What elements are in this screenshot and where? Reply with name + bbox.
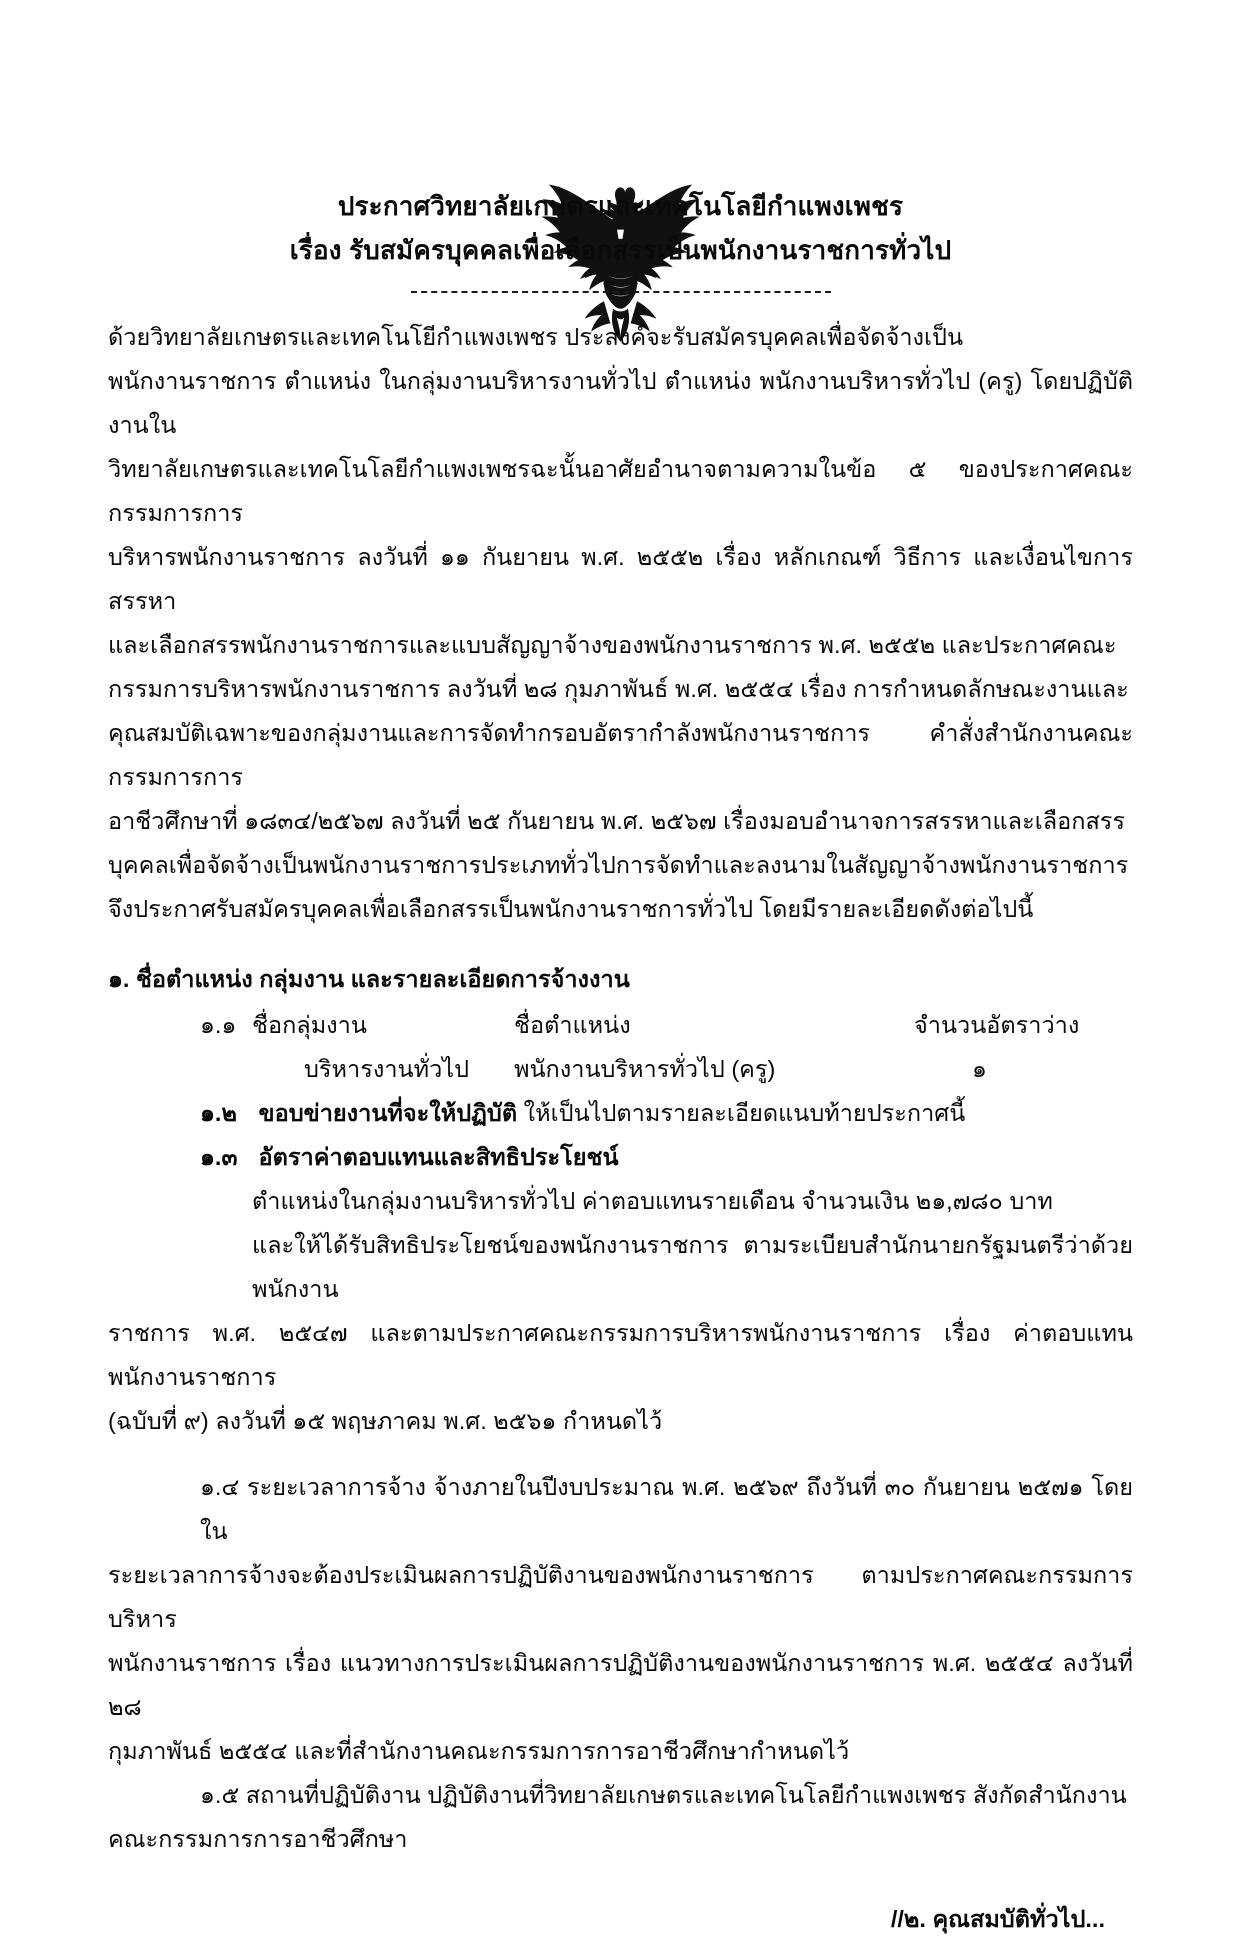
intro-line-6: กรรมการบริหารพนักงานราชการ ลงวันที่ ๒๘ กุมภาพันธ์ พ.ศ. ๒๕๕๔ เรื่อง การกำหนดลักษณะงานและ bbox=[108, 676, 1129, 703]
item-label-15: สถานที่ปฏิบัติงาน bbox=[245, 1782, 421, 1809]
item-14-first-line bbox=[108, 1465, 1133, 1553]
intro-line-5: และเลือกสรรพนักงานราชการและแบบสัญญาจ้างของพนักงานราชการ พ.ศ. ๒๕๕๒ และประกาศคณะ bbox=[108, 632, 1117, 659]
intro-line-9: บุคคลเพื่อจัดจ้างเป็นพนักงานราชการประเภททั่วไปการจัดทำและลงนามในสัญญาจ้างพนักงานราชการ bbox=[108, 852, 1129, 879]
item-number-12: ๑.๒ bbox=[200, 1100, 237, 1127]
column-header-position: ชื่อตำแหน่ง bbox=[514, 1012, 631, 1039]
intro-line-3: วิทยาลัยเกษตรและเทคโนโลยีกำแพงเพชรฉะนั้นอาศัยอำนาจตามความในข้อ ๕ ของประกาศคณะกรรมการการ bbox=[108, 456, 1133, 527]
item-number-11: ๑.๑ bbox=[200, 1012, 237, 1039]
item-14-line-3: พนักงานราชการ เรื่อง แนวทางการประเมินผลการปฏิบัติงานของพนักงานราชการ พ.ศ. ๒๕๕๔ ลงวันที่ ๒๘ bbox=[108, 1650, 1133, 1721]
item-1-3-body bbox=[108, 1179, 1133, 1443]
item-number-13: ๑.๓ bbox=[200, 1144, 238, 1171]
item-1-5 bbox=[108, 1773, 1133, 1861]
document-content bbox=[108, 0, 1133, 1938]
page-subtitle: เรื่อง รับสมัครบุคคลเพื่อเลือกสรรเป็นพนักงานราชการทั่วไป bbox=[289, 234, 952, 265]
item-number-15: ๑.๕ bbox=[200, 1782, 240, 1809]
positions-table bbox=[108, 1003, 1133, 1091]
page-title: ประกาศวิทยาลัยเกษตรและเทคโนโลยีกำแพงเพชร bbox=[337, 191, 904, 221]
item-1-4 bbox=[108, 1465, 1133, 1773]
intro-line-10: จึงประกาศรับสมัครบุคคลเพื่อเลือกสรรเป็นพนักงานราชการทั่วไป โดยมีรายละเอียดดังต่อไปนี้ bbox=[108, 896, 1034, 923]
column-header-vacancies: จำนวนอัตราว่าง bbox=[914, 1012, 1080, 1039]
item-1-2 bbox=[108, 1091, 1133, 1135]
table-header-row bbox=[108, 1003, 1133, 1047]
item-15-line-1: ปฏิบัติงานที่วิทยาลัยเกษตรและเทคโนโลยีกำแพงเพชร สังกัดสำนักงาน bbox=[427, 1782, 1127, 1809]
item-label-13: อัตราค่าตอบแทนและสิทธิประโยชน์ bbox=[258, 1144, 619, 1171]
item-15-first-line bbox=[108, 1773, 1133, 1817]
item-14-line-4: กุมภาพันธ์ ๒๕๕๔ และที่สำนักงานคณะกรรมการการอาชีวศึกษากำหนดไว้ bbox=[108, 1738, 850, 1765]
item-13-line-2: และให้ได้รับสิทธิประโยชน์ของพนักงานราชการ ตามระเบียบสำนักนายกรัฐมนตรีว่าด้วยพนักงาน bbox=[252, 1232, 1133, 1303]
intro-line-4: บริหารพนักงานราชการ ลงวันที่ ๑๑ กันยายน พ.ศ. ๒๕๕๒ เรื่อง หลักเกณฑ์ วิธีการ และเงื่อนไขการสรรหา bbox=[108, 544, 1133, 615]
item-14-line-1: จ้างภายในปีงบประมาณ พ.ศ. ๒๕๖๙ ถึงวันที่ ๓๐ กันยายน ๒๕๗๑ โดยใน bbox=[200, 1474, 1134, 1545]
column-header-group: ชื่อกลุ่มงาน bbox=[252, 1012, 367, 1039]
item-label-14: ระยะเวลาการจ้าง bbox=[247, 1474, 426, 1501]
cell-group: บริหารงานทั่วไป bbox=[304, 1056, 470, 1083]
item-14-line-2: ระยะเวลาการจ้างจะต้องประเมินผลการปฏิบัติงานของพนักงานราชการ ตามประกาศคณะกรรมการบริหาร bbox=[108, 1562, 1133, 1633]
item-text-12: ให้เป็นไปตามรายละเอียดแนบท้ายประกาศนี้ bbox=[523, 1100, 966, 1127]
item-13-line-3: ราชการ พ.ศ. ๒๕๔๗ และตามประกาศคณะกรรมการบริหารพนักงานราชการ เรื่อง ค่าตอบแทนพนักงานราชการ bbox=[108, 1320, 1133, 1391]
item-number-14: ๑.๔ bbox=[200, 1474, 240, 1501]
item-label-12: ขอบข่ายงานที่จะให้ปฏิบัติ bbox=[258, 1100, 518, 1127]
dashed-divider bbox=[411, 291, 831, 293]
cell-vacancies: ๑ bbox=[972, 1056, 987, 1083]
item-13-line-1: ตำแหน่งในกลุ่มงานบริหารทั่วไป ค่าตอบแทนรายเดือน จำนวนเงิน ๒๑,๗๘๐ บาท bbox=[252, 1188, 1053, 1215]
intro-line-7: คุณสมบัติเฉพาะของกลุ่มงานและการจัดทำกรอบอัตรากำลังพนักงานราชการ คำสั่งสำนักงานคณะกรรมการการ bbox=[108, 720, 1133, 791]
section-1-heading: ๑. ชื่อตำแหน่ง กลุ่มงาน และรายละเอียดการจ้างงาน bbox=[108, 966, 630, 993]
table-row bbox=[108, 1047, 1133, 1091]
emblem-container bbox=[108, 0, 1133, 180]
intro-paragraph bbox=[108, 315, 1133, 931]
divider-container bbox=[108, 283, 1133, 301]
item-13-line-4: (ฉบับที่ ๙) ลงวันที่ ๑๕ พฤษภาคม พ.ศ. ๒๕๖๑ กำหนดไว้ bbox=[108, 1408, 663, 1435]
intro-line-2: พนักงานราชการ ตำแหน่ง ในกลุ่มงานบริหารงานทั่วไป ตำแหน่ง พนักงานบริหารทั่วไป (ครู) โดยปฏิบัติงานใน bbox=[108, 368, 1133, 439]
row-spacer bbox=[108, 1047, 252, 1091]
cell-position: พนักงานบริหารทั่วไป (ครู) bbox=[514, 1056, 776, 1083]
intro-line-8: อาชีวศึกษาที่ ๑๘๓๔/๒๕๖๗ ลงวันที่ ๒๕ กันยายน พ.ศ. ๒๕๖๗ เรื่องมอบอำนาจการสรรหาและเลือกสรร bbox=[108, 808, 1126, 835]
item-1-3 bbox=[108, 1135, 1133, 1179]
intro-line-1: ด้วยวิทยาลัยเกษตรและเทคโนโยีกำแพงเพชร ประสงค์จะรับสมัครบุคคลเพื่อจัดจ้างเป็น bbox=[108, 324, 964, 351]
footer-continuation-note: //๒. คุณสมบัติทั่วไป... bbox=[890, 1906, 1105, 1933]
item-15-line-2: คณะกรรมการการอาชีวศึกษา bbox=[108, 1826, 408, 1853]
